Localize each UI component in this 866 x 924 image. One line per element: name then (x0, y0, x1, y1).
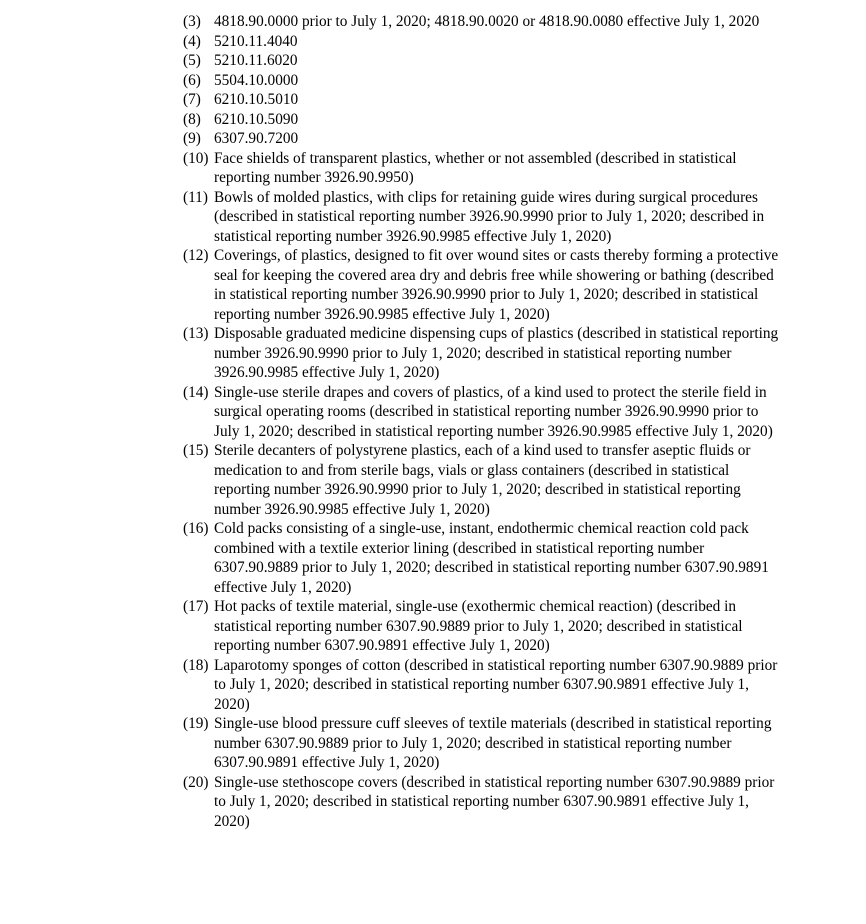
item-number: (14) (183, 383, 209, 401)
item-number: (4) (183, 32, 201, 50)
list-item (183, 383, 783, 442)
item-number: (3) (183, 13, 201, 30)
item-text: Disposable graduated medicine dispensing cups of plastics (described in statistical reporting number 3926.90.9990 prior to July 1, 2020; described in statistical reporting number 3926.90.9985 effective July 1, 2020) (214, 325, 779, 381)
list-item (183, 188, 783, 247)
list-item (183, 149, 783, 188)
item-text: 5210.11.6020 (214, 52, 298, 69)
item-text: Hot packs of textile material, single-use (exothermic chemical reaction) (described in statistical reporting number 6307.90.9889 prior to July 1, 2020; described in statistical reporting number 6307.90.9891 effective July 1, 2020) (214, 598, 743, 654)
item-number: (7) (183, 91, 201, 108)
item-text: Face shields of transparent plastics, whether or not assembled (described in statistical reporting number 3926.90.9950) (214, 149, 737, 186)
item-text: 6210.10.5090 (214, 110, 299, 128)
list-item (183, 12, 783, 32)
item-text: Coverings, of plastics, designed to fit over wound sites or casts thereby forming a protective seal for keeping the covered area dry and debris free while showering or bathing (described in statistical reporting number 3926.90.9990 prior to July 1, 2020; described in statistical reporting number 3926.90.9985 effective July 1, 2020) (214, 247, 779, 323)
item-number: (10) (183, 149, 209, 167)
item-text: 5210.11.4040 (214, 32, 298, 50)
item-text: Laparotomy sponges of cotton (described in statistical reporting number 6307.90.9889 prior to July 1, 2020; described in statistical reporting number 6307.90.9891 effective July 1, 2020) (214, 656, 778, 713)
item-text: Bowls of molded plastics, with clips for retaining guide wires during surgical procedures (described in statistical reporting number 3926.90.9990 prior to July 1, 2020; described in statistical reporting number 3926.90.9985 effective July 1, 2020) (214, 188, 765, 245)
list-item (183, 714, 783, 773)
item-number: (11) (183, 188, 208, 206)
item-number: (9) (183, 130, 201, 147)
item-number: (5) (183, 52, 201, 69)
item-text: 6307.90.7200 (214, 130, 299, 147)
item-text: Single-use stethoscope covers (described in statistical reporting number 6307.90.9889 prior to July 1, 2020; described in statistical reporting number 6307.90.9891 effective July 1, 2020) (214, 773, 775, 830)
list-item (183, 441, 783, 519)
list-item (183, 90, 783, 110)
item-text: Cold packs consisting of a single-use, instant, endothermic chemical reaction cold pack combined with a textile exterior lining (described in statistical reporting number 6307.90.9889 prior to July 1, 2020; described in statistical reporting number 6307.90.9891 effective July 1, 2020) (214, 520, 769, 596)
item-number: (8) (183, 110, 201, 128)
item-number: (16) (183, 520, 209, 537)
list-item (183, 71, 783, 91)
list-item (183, 51, 783, 71)
item-number: (12) (183, 247, 209, 264)
list-item (183, 110, 783, 130)
item-text: Single-use sterile drapes and covers of plastics, of a kind used to protect the sterile field in surgical operating rooms (described in statistical reporting number 3926.90.9990 prior to July 1, 2020; described in statistical reporting number 3926.90.9985 effective July 1, 2020) (214, 383, 773, 440)
list-item (183, 656, 783, 715)
list-item (183, 246, 783, 324)
numbered-list (183, 12, 783, 831)
list-item (183, 32, 783, 52)
item-number: (6) (183, 71, 201, 89)
item-number: (17) (183, 598, 209, 615)
item-text: 5504.10.0000 (214, 71, 299, 89)
item-number: (13) (183, 325, 209, 342)
item-number: (19) (183, 715, 209, 732)
item-text: 6210.10.5010 (214, 91, 299, 108)
item-text: Sterile decanters of polystyrene plastics, each of a kind used to transfer aseptic fluids or medication to and from sterile bags, vials or glass containers (described in statistical reporting number 3926.90.9990 prior to July 1, 2020; described in statistical reporting number 3926.90.9985 effective July 1, 2020) (214, 442, 751, 518)
item-text: Single-use blood pressure cuff sleeves of textile materials (described in statistical reporting number 6307.90.9889 prior to July 1, 2020; described in statistical reporting number 6307.90.9891 effective July 1, 2020) (214, 715, 772, 771)
list-item (183, 519, 783, 597)
item-number: (18) (183, 656, 209, 674)
item-number: (20) (183, 773, 209, 791)
item-text: 4818.90.0000 prior to July 1, 2020; 4818.90.0020 or 4818.90.0080 effective July 1, 2020 (214, 13, 760, 30)
list-item (183, 129, 783, 149)
list-item (183, 597, 783, 656)
document-body (183, 12, 783, 831)
list-item (183, 324, 783, 383)
item-number: (15) (183, 442, 209, 459)
list-item (183, 773, 783, 832)
